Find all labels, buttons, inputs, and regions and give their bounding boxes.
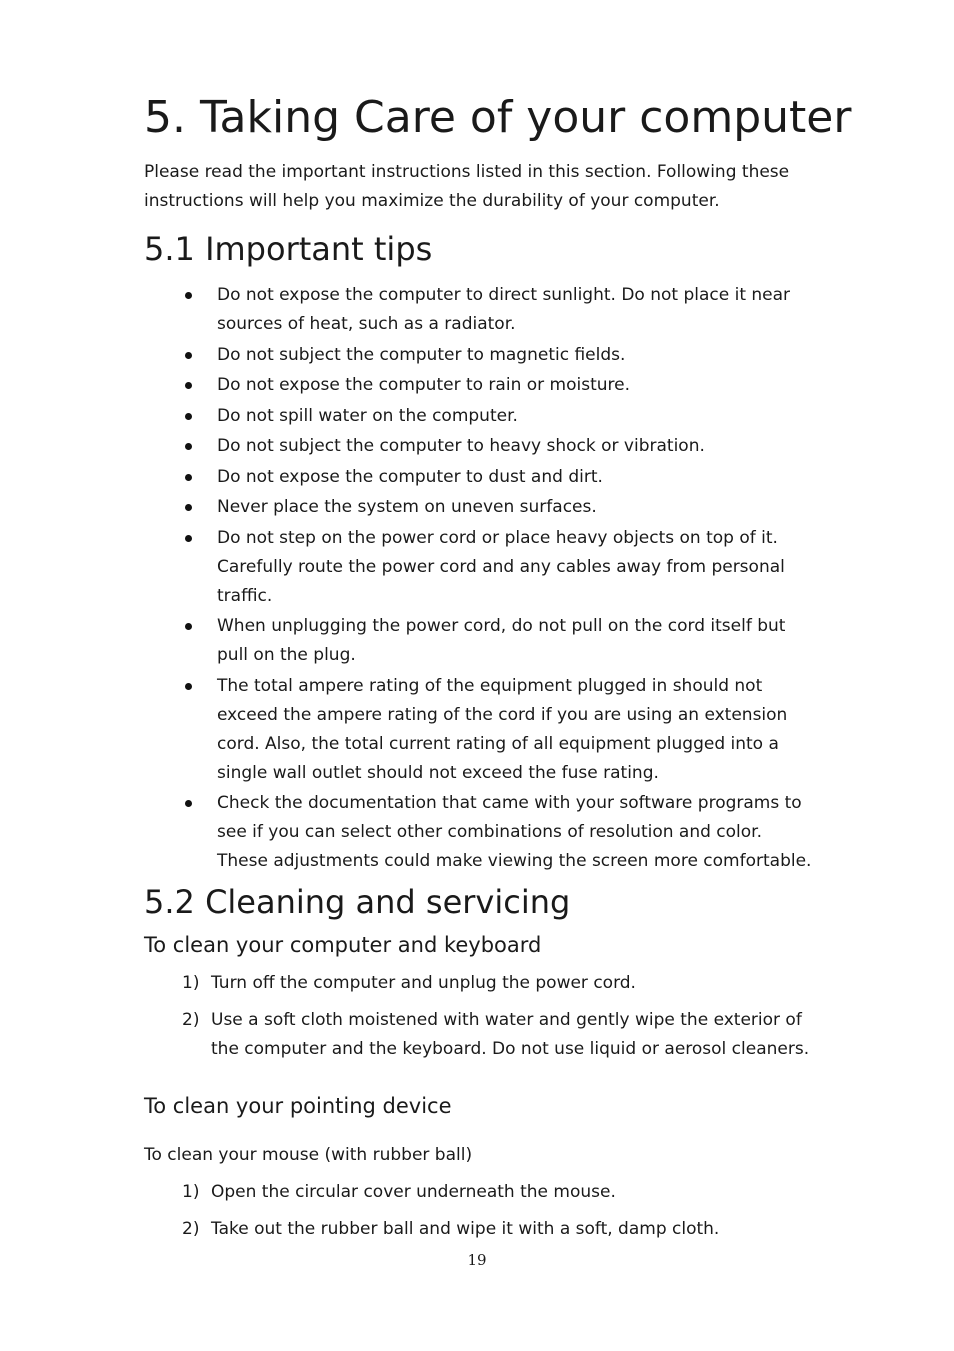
step-number: 1) [182,1182,200,1202]
step-number: 1) [182,973,200,993]
tip-text: Never place the system on uneven surfaces. [217,497,597,517]
bullet-icon [185,443,192,450]
list-item [144,789,816,876]
bullet-icon [185,535,192,542]
list-item [144,612,816,670]
bullet-icon [185,683,192,690]
step-text: Use a soft cloth moistened with water and gently wipe the exterior of the computer and the keyboard. Do not use liquid or aerosol cleaners. [211,1010,810,1059]
tip-text: Check the documentation that came with your software programs to see if you can select other combinations of resolution and color. These adjustments could make viewing the screen more comfortable. [217,793,812,871]
list-item [144,1215,816,1244]
list-item [144,432,816,461]
section-heading-cleaning: 5.2 Cleaning and servicing [144,883,571,921]
tip-text: Do not step on the power cord or place heavy objects on top of it. Carefully route the power cord and any cables away from personal traffic. [217,527,785,606]
section-heading-important-tips: 5.1 Important tips [144,230,433,268]
list-item [144,524,816,611]
list-item [144,463,816,492]
list-item [144,341,816,370]
tip-text: Do not expose the computer to rain or moisture. [217,375,630,395]
step-number: 2) [182,1219,200,1239]
list-item [144,672,816,788]
list-item [144,1178,816,1207]
bullet-icon [185,352,192,359]
bullet-icon [185,504,192,511]
list-item [144,493,816,522]
step-number: 2) [182,1010,200,1030]
tip-text: Do not subject the computer to magnetic fields. [217,344,626,365]
list-item [144,371,816,400]
tip-text: The total ampere rating of the equipment plugged in should not exceed the ampere rating of the cord if you are using an extension cord. Also, the total current rating of all equipment plugged into a single wall outlet should not exceed the fuse rating. [217,675,788,783]
subheading-pointing-device: To clean your pointing device [144,1094,452,1118]
list-item [144,1006,816,1064]
tip-text: Do not expose the computer to direct sunlight. Do not place it near sources of heat, such as a radiator. [217,285,791,334]
step-text: Turn off the computer and unplug the power cord. [211,973,636,993]
list-item [144,969,816,998]
tip-text: Do not expose the computer to dust and dirt. [217,466,603,487]
bullet-icon [185,292,192,299]
bullet-icon [185,800,192,807]
step-text: Take out the rubber ball and wipe it with a soft, damp cloth. [211,1219,720,1239]
mouse-label: To clean your mouse (with rubber ball) [144,1145,473,1165]
tip-text: Do not subject the computer to heavy shock or vibration. [217,436,705,456]
bullet-icon [185,474,192,481]
mouse-steps-list [144,1178,816,1252]
page-title: 5. Taking Care of your computer [144,92,852,143]
bullet-icon [185,623,192,630]
intro-paragraph: Please read the important instructions listed in this section. Following these instructions will help you maximize the durability of your computer. [144,162,790,211]
bullet-icon [185,382,192,389]
bullet-icon [185,413,192,420]
list-item [144,281,816,339]
tips-list [144,281,816,878]
tip-text: When unplugging the power cord, do not pull on the cord itself but pull on the plug. [217,616,786,665]
step-text: Open the circular cover underneath the mouse. [211,1182,616,1202]
keyboard-steps-list [144,969,816,1072]
list-item [144,402,816,431]
page-number: 19 [467,1251,487,1269]
subheading-keyboard: To clean your computer and keyboard [144,933,542,957]
tip-text: Do not spill water on the computer. [217,405,518,426]
